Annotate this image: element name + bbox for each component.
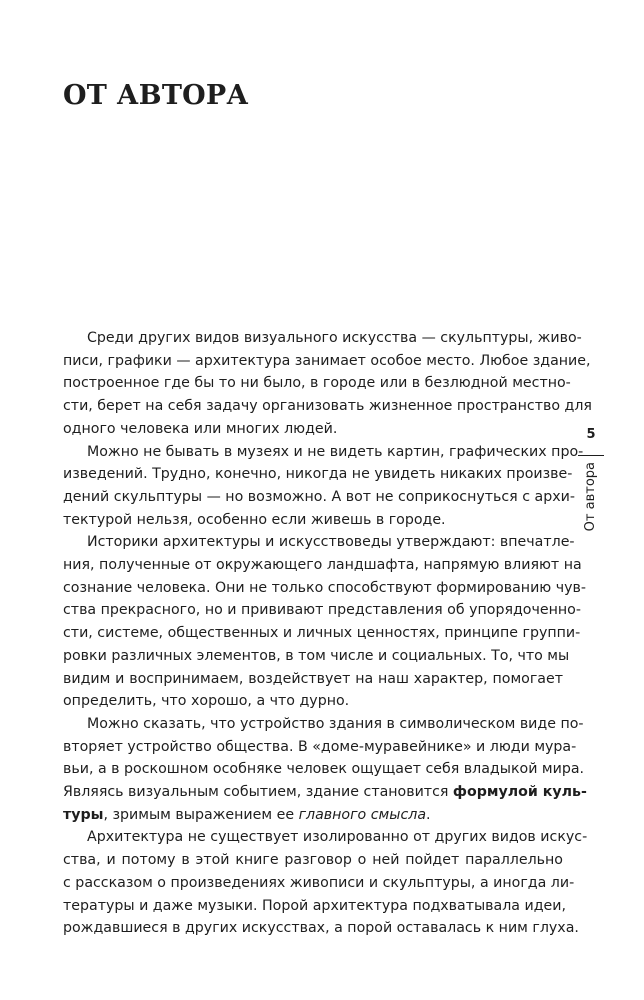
text-line: видим и воспринимаем, воздействует на наш характер, помогает [63, 670, 563, 687]
text-line: ровки различных элементов, в том числе и социальных. То, что мы [63, 647, 570, 664]
page-number: 5 [586, 427, 596, 442]
italic-term: главного смысла [298, 806, 427, 823]
text-line [63, 804, 563, 827]
text-line: ния, полученные от окружающего ландшафта, напрямую влияют на [63, 557, 582, 574]
text-line: дений скульптуры — но возможно. А вот не соприкоснуться с архи- [63, 488, 575, 505]
text-run: Являясь визуальным событием, здание становится [63, 784, 453, 801]
text-line: тектурой нельзя, особенно если живешь в городе. [63, 511, 446, 528]
text-line: сти, системе, общественных и личных ценностях, принципе группи- [63, 625, 581, 642]
text-line: ства, и потому в этой книге разговор о ней пойдет параллельно [63, 852, 563, 869]
paragraph-2 [63, 441, 584, 532]
text-line: сознание человека. Они не только способствуют формированию чув- [63, 579, 586, 596]
text-line: изведений. Трудно, конечно, никогда не увидеть никаких произве- [63, 466, 573, 483]
text-line: определить, что хорошо, а что дурно. [63, 693, 350, 710]
text-line: Историки архитектуры и искусствоведы утверждают: впечатле- [87, 534, 575, 551]
paragraph-5 [63, 826, 588, 940]
paragraph-1 [63, 327, 592, 441]
text-line: Среди других видов визуального искусства — скульптуры, живо- [87, 330, 582, 346]
text-line: ства прекрасного, но и прививают представления об упорядоченно- [63, 602, 581, 619]
bold-term: туры [63, 806, 104, 823]
text-run: . [426, 806, 431, 823]
text-line: сти, берет на себя задачу организовать жизненное пространство для [63, 398, 592, 415]
text-line: Можно не бывать в музеях и не видеть картин, графических про- [87, 443, 584, 460]
text-line: с рассказом о произведениях живописи и скульптуры, а иногда ли- [63, 874, 575, 891]
text-line: тературы и даже музыки. Порой архитектура подхватывала идеи, [63, 897, 566, 914]
text-line [63, 781, 587, 804]
paragraph-3 [63, 531, 586, 713]
text-line: писи, графики — архитектура занимает особое место. Любое здание, [63, 352, 591, 369]
text-line: Архитектура не существует изолированно от других видов искус- [87, 829, 588, 846]
text-line: рождавшиеся в других искусствах, а порой оставалась к ним глуха. [63, 920, 579, 937]
chapter-title: ОТ АВТОРА [63, 80, 249, 111]
text-line: Можно сказать, что устройство здания в символическом виде по- [87, 715, 584, 732]
text-line: вьи, а в роскошном особняке человек ощущает себя владыкой мира. [63, 761, 585, 778]
paragraph-4 [63, 713, 587, 827]
text-run: , зримым выражением ее [103, 806, 299, 823]
text-line: вторяет устройство общества. В «доме-муравейнике» и люди мура- [63, 738, 577, 755]
running-header: От автора [583, 462, 598, 532]
bold-term: формулой куль- [452, 784, 587, 801]
text-line: одного человека или многих людей. [63, 420, 338, 437]
text-line: построенное где бы то ни было, в городе или в безлюдной местно- [63, 375, 571, 392]
